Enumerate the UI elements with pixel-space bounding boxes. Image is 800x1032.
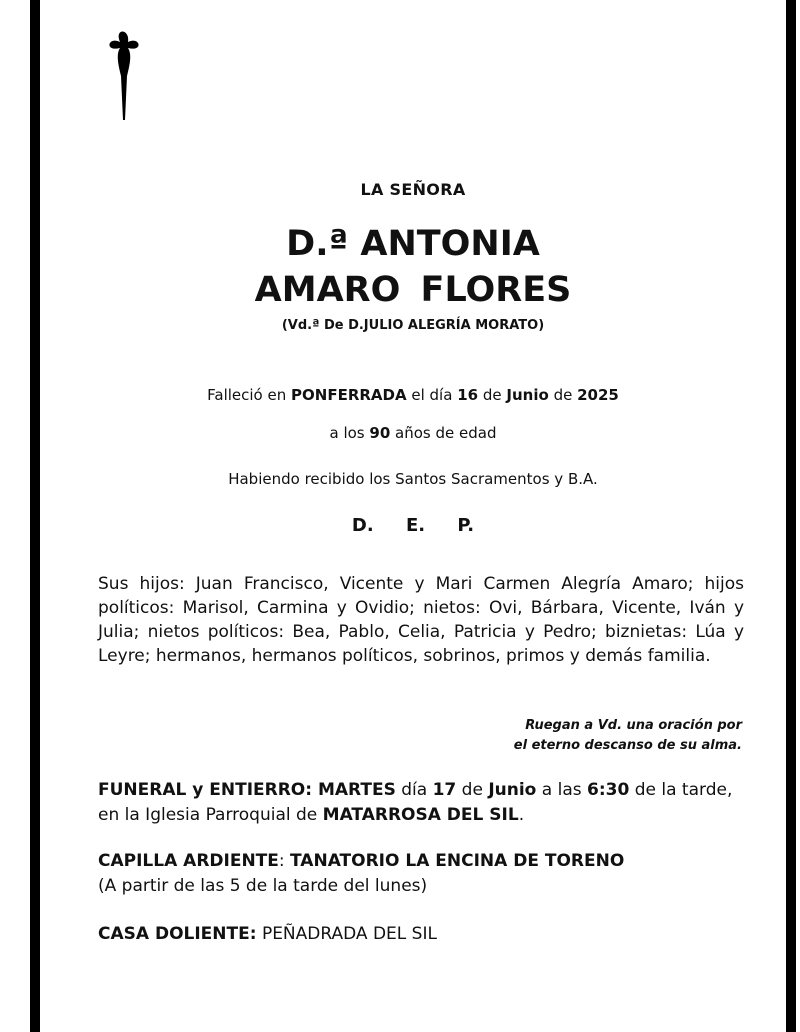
funeral-info	[98, 778, 758, 828]
death-text: de	[553, 386, 573, 404]
prayer-line1: Ruegan a Vd. una oración por	[525, 718, 742, 733]
age-suffix: años de edad	[395, 424, 497, 442]
chapel-info	[98, 849, 758, 899]
death-text: de	[482, 386, 502, 404]
death-month: Junio	[506, 386, 549, 404]
death-place: PONFERRADA	[291, 386, 407, 404]
age-prefix: a los	[329, 424, 365, 442]
funeral-text: a las	[541, 780, 582, 800]
deceased-name-line1: D.ª ANTONIA	[286, 224, 540, 264]
funeral-time: 6:30	[587, 780, 630, 800]
death-line	[40, 386, 786, 404]
funeral-text: de la tarde,	[634, 780, 733, 800]
family-paragraph: Sus hijos: Juan Francisco, Vicente y Mari Carmen Alegría Amaro; hijos políticos: Marisol, Carmina y Ovidio; nietos: Ovi, Bárbara, Vicente, Iván y Julia; nietos políticos: Bea, Pablo, Celia, Patricia y Pedro; biznietas: Lúa y Leyre; hermanos, hermanos políticos, sobrinos, primos y demás familia.	[98, 574, 744, 666]
funeral-text: día	[401, 780, 428, 800]
church-suffix: .	[518, 805, 525, 825]
chapel-colon: :	[278, 851, 285, 871]
funeral-text: de	[461, 780, 483, 800]
death-text: el día	[411, 386, 453, 404]
dep-line: D. E. P.	[351, 515, 475, 536]
mourning-house-value: PEÑADRADA DEL SIL	[261, 924, 437, 944]
deceased-name-line2: AMARO FLORES	[254, 270, 572, 310]
left-border	[30, 0, 40, 1032]
right-border	[786, 0, 796, 1032]
church-prefix: en la Iglesia Parroquial de	[98, 805, 318, 825]
mourning-house-info	[98, 922, 758, 947]
mourning-house-line	[98, 922, 758, 947]
funeral-month: Junio	[488, 780, 537, 800]
chapel-place: TANATORIO LA ENCINA DE TORENO	[290, 851, 625, 871]
cross-icon	[96, 24, 152, 124]
death-year: 2025	[577, 386, 619, 404]
widow-of: (Vd.ª De D.JULIO ALEGRÍA MORATO)	[281, 318, 545, 333]
prayer-request	[440, 716, 742, 756]
funeral-line1	[98, 778, 758, 803]
church-place: MATARROSA DEL SIL	[322, 805, 519, 825]
chapel-note: (A partir de las 5 de la tarde del lunes)	[98, 876, 428, 896]
sacraments-line: Habiendo recibido los Santos Sacramentos y B.A.	[228, 470, 598, 488]
mourning-house-label: CASA DOLIENTE:	[98, 924, 257, 944]
prayer-line2: el eterno descanso de su alma.	[513, 738, 742, 753]
chapel-label: CAPILLA ARDIENTE	[98, 851, 279, 871]
age-years: 90	[369, 424, 391, 442]
chapel-line1	[98, 849, 758, 874]
funeral-day: 17	[432, 780, 457, 800]
age-line	[40, 424, 786, 442]
funeral-label: FUNERAL y ENTIERRO: MARTES	[98, 780, 396, 800]
heading: LA SEÑORA	[360, 180, 466, 199]
death-day: 16	[457, 386, 479, 404]
death-prefix: Falleció en	[207, 386, 287, 404]
funeral-line2	[98, 803, 758, 828]
